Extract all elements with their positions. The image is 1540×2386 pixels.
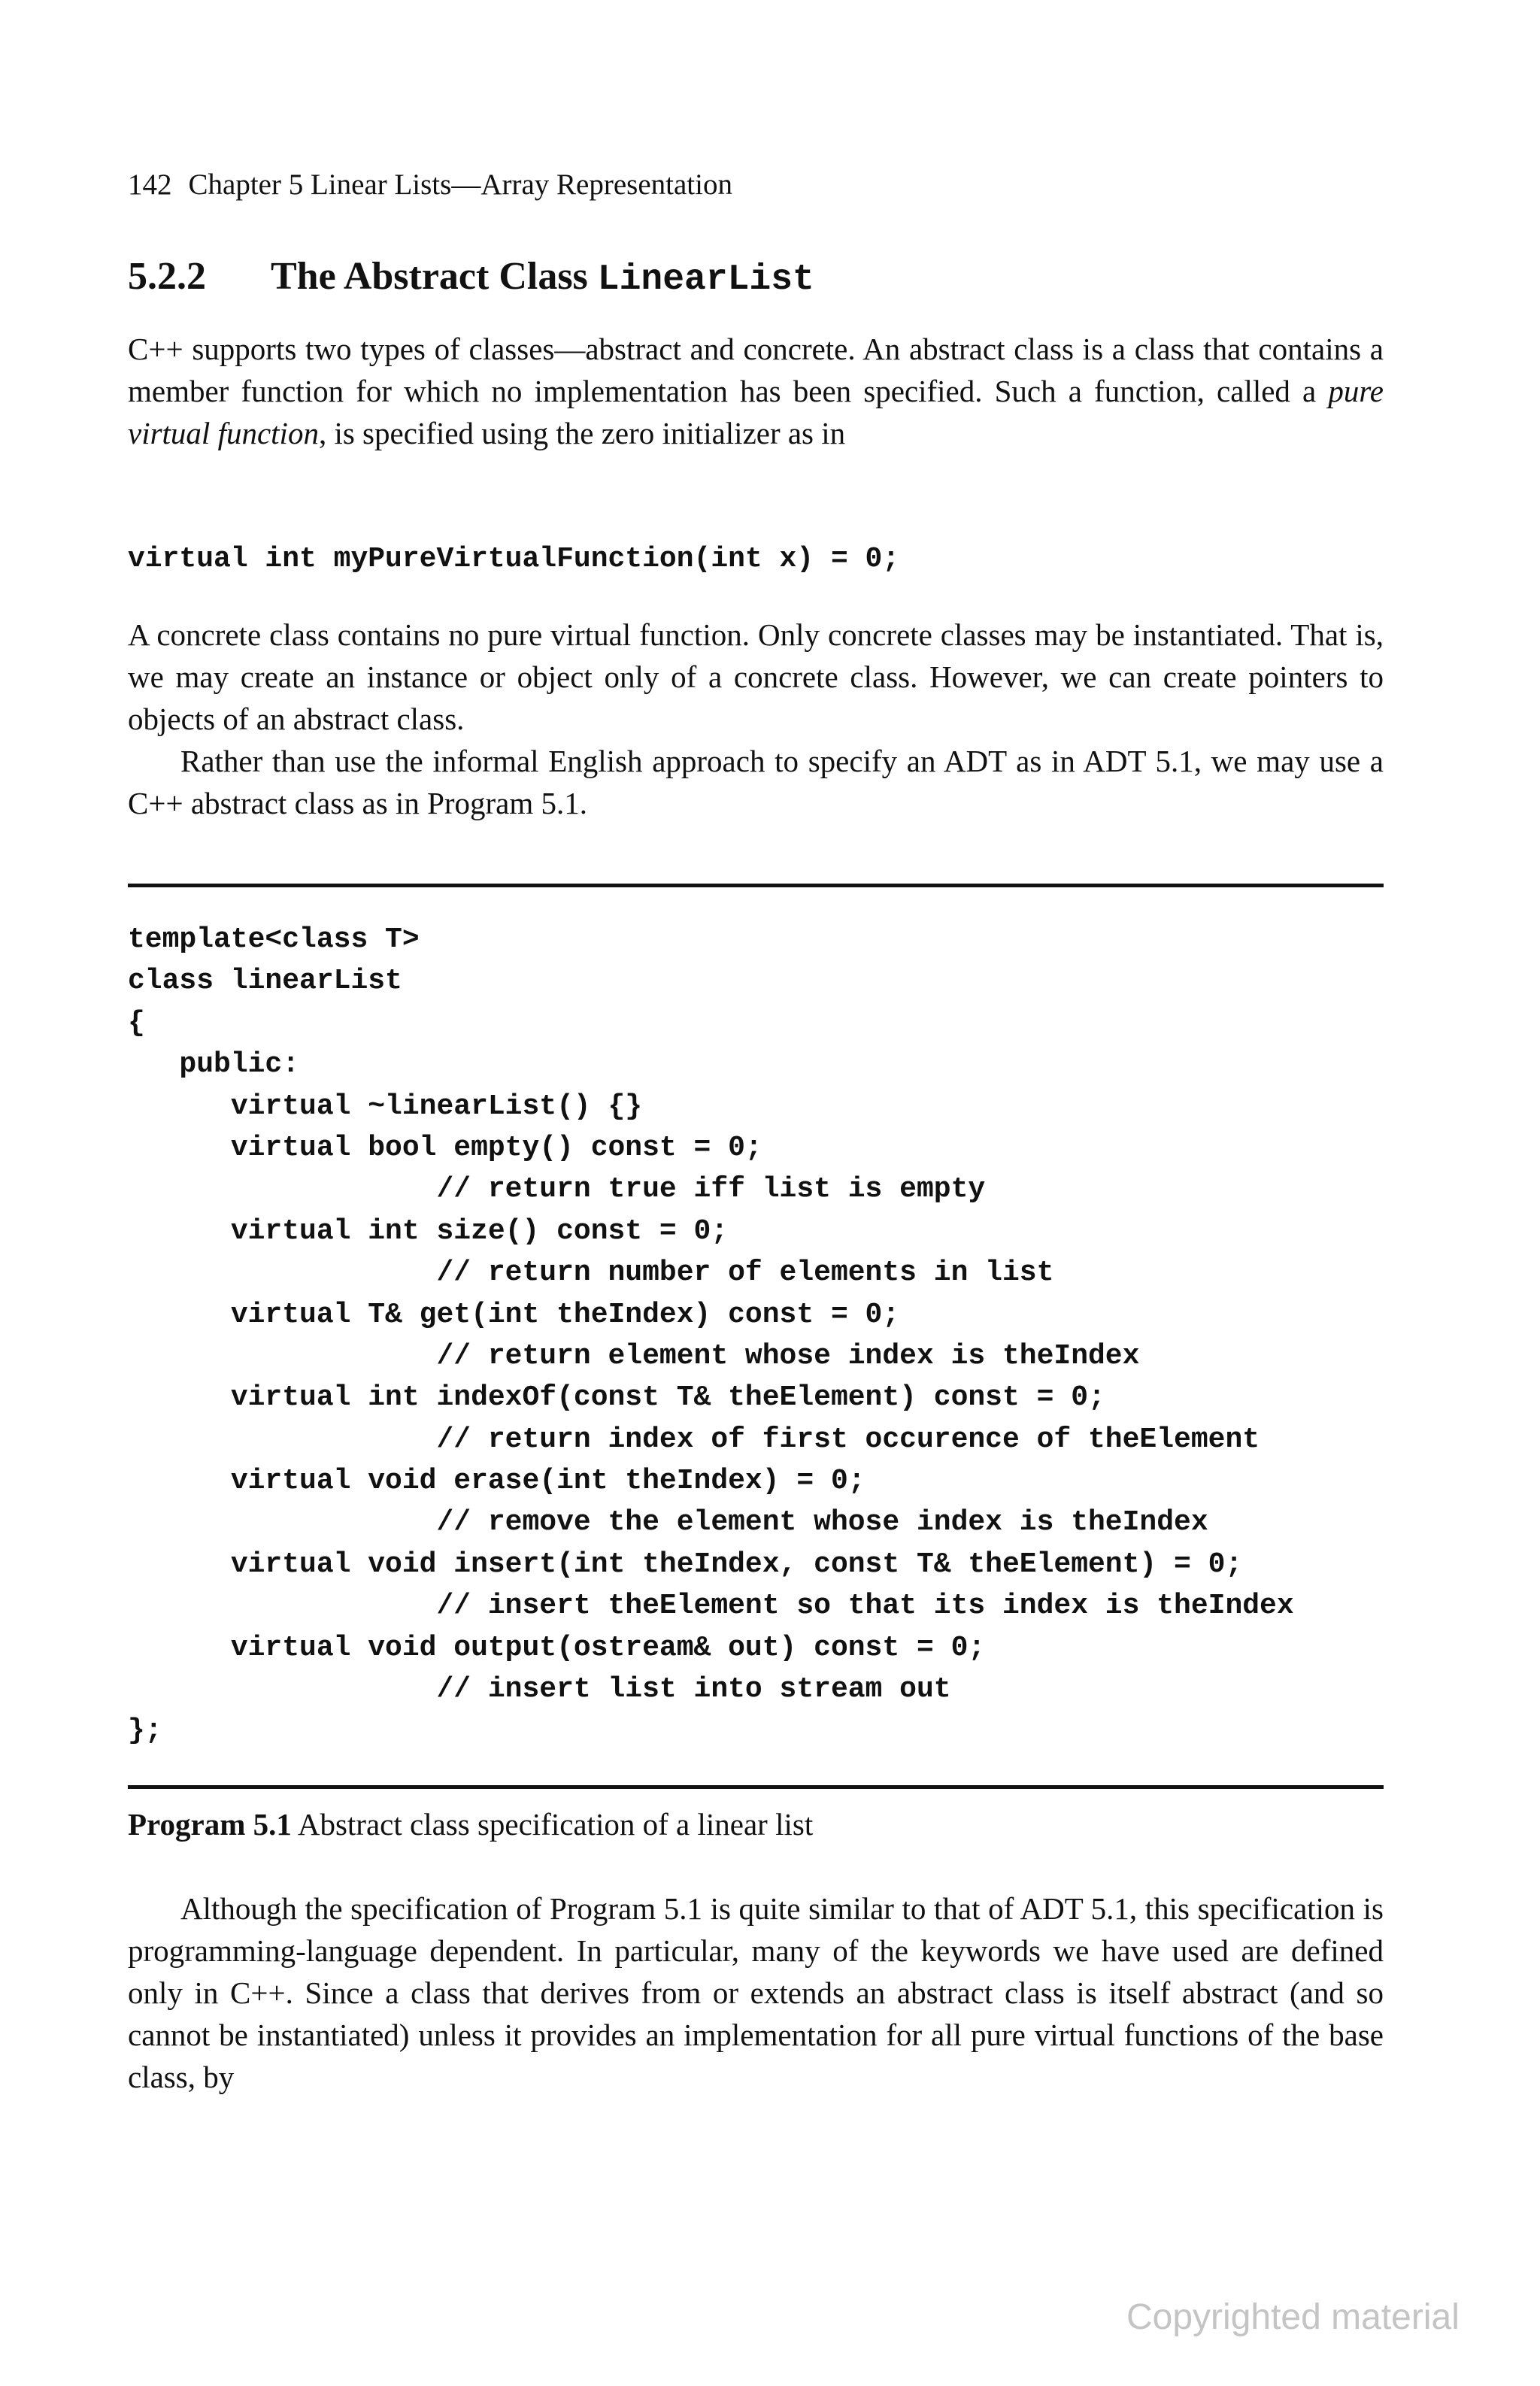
code-line: virtual void erase(int theIndex) = 0; [128,1465,865,1498]
paragraph-text: Rather than use the informal English approach to specify an ADT as in ADT 5.1, we may use a C++ abstract class as in Program 5.1. [128,744,1384,820]
paragraph-text: Although the specification of Program 5.1 is quite similar to that of ADT 5.1, this specification is programming-language dependent. In particular, many of the keywords we have used are defined only in C++. Since a class that derives from or extends an abstract class is itself abstract (and so cannot be instantiated) unless it provides an implementation for all pure virtual functions of the base class, by [128,1891,1384,2094]
emphasis-term: pure virtual function [128,374,1384,450]
section-number: 5.2.2 [128,255,206,298]
caption-text: Abstract class specification of a linear list [291,1807,814,1842]
code-line: // insert theElement so that its index is theIndex [128,1590,1294,1623]
intro-paragraph [128,328,1384,454]
code-line: public: [128,1048,300,1081]
code-line: virtual void output(ostream& out) const = 0; [128,1631,986,1664]
code-line: // return true iff list is empty [128,1173,986,1206]
program-listing [128,919,1294,1752]
code-line: // return number of elements in list [128,1257,1054,1290]
program-caption [128,1803,813,1845]
code-line: // return index of first occurence of theElement [128,1423,1260,1456]
intro-text-end: , is specified using the zero initializer as in [318,416,846,450]
closing-paragraph [128,1887,1384,2098]
intro-text-start: C++ supports two types of classes—abstract and concrete. An abstract class is a class that contains a member function for which no implementation has been specified. Such a function, called a [128,332,1384,408]
chapter-title: Chapter 5 Linear Lists—Array Representation [188,168,732,201]
code-line: virtual int size() const = 0; [128,1214,729,1248]
program-top-rule [128,884,1384,887]
code-line: // insert list into stream out [128,1673,951,1706]
concrete-class-paragraph [128,614,1384,824]
section-heading [128,253,814,304]
code-line: template<class T> [128,923,420,956]
section-title: The Abstract Class [271,255,598,298]
code-line: }; [128,1714,162,1748]
section-title-code: LinearList [597,259,814,300]
code-line: class linearList [128,965,402,998]
code-example: virtual int myPureVirtualFunction(int x) = 0; [128,543,900,575]
code-line: virtual ~linearList() {} [128,1090,643,1123]
program-bottom-rule [128,1785,1384,1789]
running-head [128,167,732,203]
code-line: virtual void insert(int theIndex, const T& theElement) = 0; [128,1548,1243,1581]
caption-label: Program 5.1 [128,1807,292,1842]
code-line: virtual bool empty() const = 0; [128,1131,762,1164]
code-line: { [128,1006,145,1039]
code-line: virtual T& get(int theIndex) const = 0; [128,1298,900,1331]
page-number: 142 [128,168,172,201]
code-line: // return element whose index is theIndex [128,1339,1140,1372]
code-line: // remove the element whose index is theIndex [128,1506,1208,1539]
code-line: virtual int indexOf(const T& theElement) const = 0; [128,1381,1105,1414]
copyright-watermark: Copyrighted material [1126,2297,1460,2337]
paragraph-text: A concrete class contains no pure virtual function. Only concrete classes may be instantiated. That is, we may create an instance or object only of a concrete class. However, we can create pointers to objects of an abstract class. [128,617,1384,736]
